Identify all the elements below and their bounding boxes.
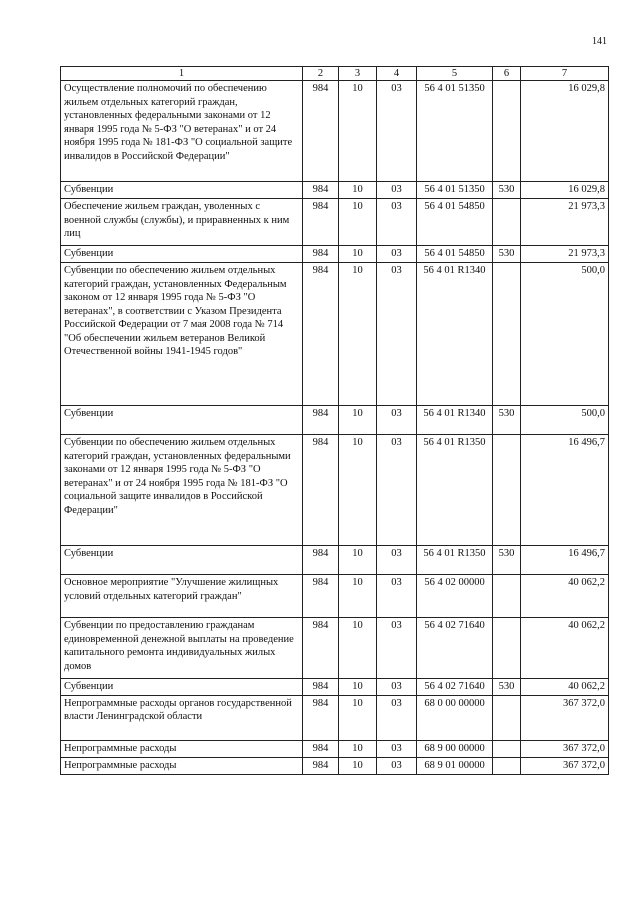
cell-subsection: 03	[377, 757, 417, 774]
cell-subsection: 03	[377, 575, 417, 618]
cell-description: Субвенции	[61, 679, 303, 695]
cell-amount: 367 372,0	[521, 740, 609, 757]
cell-expense-type: 530	[493, 679, 521, 695]
cell-target-article: 56 4 01 51350	[417, 182, 493, 199]
cell-ministry-code: 984	[303, 679, 339, 695]
cell-amount: 16 496,7	[521, 435, 609, 546]
budget-table	[60, 66, 609, 775]
cell-subsection: 03	[377, 618, 417, 679]
header-col-3: 3	[339, 67, 377, 81]
cell-section: 10	[339, 435, 377, 546]
cell-ministry-code: 984	[303, 246, 339, 263]
cell-description: Осуществление полномочий по обеспечению жильем отдельных категорий граждан, установленных федеральными законами от 12 января 1995 года № 5-ФЗ "О ветеранах" и от 24 ноября 1995 года № 181-ФЗ "О социальной защите инвалидов в Российской Федерации"	[61, 81, 303, 182]
cell-subsection: 03	[377, 81, 417, 182]
cell-expense-type: 530	[493, 546, 521, 575]
cell-section: 10	[339, 546, 377, 575]
cell-subsection: 03	[377, 740, 417, 757]
cell-target-article: 56 4 01 R1340	[417, 263, 493, 406]
cell-section: 10	[339, 618, 377, 679]
cell-amount: 21 973,3	[521, 199, 609, 246]
table-row	[61, 435, 609, 546]
cell-target-article: 56 4 01 54850	[417, 199, 493, 246]
table-header-row	[61, 67, 609, 81]
cell-section: 10	[339, 757, 377, 774]
cell-target-article: 56 4 01 R1350	[417, 546, 493, 575]
header-col-2: 2	[303, 67, 339, 81]
cell-amount: 40 062,2	[521, 618, 609, 679]
cell-expense-type	[493, 618, 521, 679]
cell-ministry-code: 984	[303, 406, 339, 435]
cell-section: 10	[339, 246, 377, 263]
cell-expense-type	[493, 263, 521, 406]
cell-expense-type	[493, 81, 521, 182]
cell-target-article: 68 0 00 00000	[417, 695, 493, 740]
cell-description: Субвенции по обеспечению жильем отдельных категорий граждан, установленных Федеральным законом от 12 января 1995 года № 5-ФЗ "О ветеранах", в соответствии с Указом Президента Российской Федерации от 7 мая 2008 года № 714 "Об обеспечении жильем ветеранов Великой Отечественной войны 1941-1945 годов"	[61, 263, 303, 406]
cell-subsection: 03	[377, 263, 417, 406]
cell-amount: 16 029,8	[521, 81, 609, 182]
cell-ministry-code: 984	[303, 435, 339, 546]
cell-subsection: 03	[377, 679, 417, 695]
page-number: 141	[592, 36, 607, 47]
cell-target-article: 68 9 01 00000	[417, 757, 493, 774]
cell-section: 10	[339, 575, 377, 618]
table-row	[61, 695, 609, 740]
cell-description: Субвенции	[61, 246, 303, 263]
cell-amount: 16 496,7	[521, 546, 609, 575]
cell-section: 10	[339, 679, 377, 695]
cell-section: 10	[339, 81, 377, 182]
table-row	[61, 246, 609, 263]
cell-amount: 40 062,2	[521, 679, 609, 695]
cell-description: Субвенции	[61, 182, 303, 199]
cell-expense-type: 530	[493, 246, 521, 263]
cell-section: 10	[339, 740, 377, 757]
cell-ministry-code: 984	[303, 695, 339, 740]
table-row	[61, 182, 609, 199]
cell-section: 10	[339, 263, 377, 406]
cell-amount: 367 372,0	[521, 695, 609, 740]
cell-target-article: 56 4 02 00000	[417, 575, 493, 618]
cell-description: Непрограммные расходы	[61, 757, 303, 774]
table-row	[61, 199, 609, 246]
cell-section: 10	[339, 406, 377, 435]
cell-ministry-code: 984	[303, 81, 339, 182]
header-col-1: 1	[61, 67, 303, 81]
cell-subsection: 03	[377, 199, 417, 246]
cell-subsection: 03	[377, 182, 417, 199]
cell-amount: 367 372,0	[521, 757, 609, 774]
cell-subsection: 03	[377, 695, 417, 740]
cell-target-article: 56 4 01 54850	[417, 246, 493, 263]
header-col-5: 5	[417, 67, 493, 81]
cell-expense-type	[493, 740, 521, 757]
cell-target-article: 56 4 02 71640	[417, 679, 493, 695]
table-row	[61, 575, 609, 618]
cell-target-article: 56 4 02 71640	[417, 618, 493, 679]
table-row	[61, 757, 609, 774]
table-body	[61, 81, 609, 774]
cell-target-article: 56 4 01 51350	[417, 81, 493, 182]
cell-description: Субвенции	[61, 546, 303, 575]
table-row	[61, 81, 609, 182]
cell-ministry-code: 984	[303, 740, 339, 757]
cell-amount: 500,0	[521, 406, 609, 435]
cell-description: Субвенции по обеспечению жильем отдельных категорий граждан, установленных федеральными законами от 12 января 1995 года № 5-ФЗ "О ветеранах" и от 24 ноября 1995 года № 181-ФЗ "О социальной защите инвалидов в Российской Федерации"	[61, 435, 303, 546]
cell-section: 10	[339, 182, 377, 199]
cell-expense-type: 530	[493, 182, 521, 199]
table-row	[61, 406, 609, 435]
cell-amount: 40 062,2	[521, 575, 609, 618]
cell-amount: 500,0	[521, 263, 609, 406]
cell-subsection: 03	[377, 246, 417, 263]
cell-description: Субвенции по предоставлению гражданам единовременной денежной выплаты на проведение капитального ремонта индивидуальных жилых домов	[61, 618, 303, 679]
cell-expense-type	[493, 199, 521, 246]
cell-amount: 21 973,3	[521, 246, 609, 263]
table-row	[61, 618, 609, 679]
cell-expense-type	[493, 695, 521, 740]
cell-ministry-code: 984	[303, 575, 339, 618]
cell-ministry-code: 984	[303, 182, 339, 199]
header-col-7: 7	[521, 67, 609, 81]
cell-subsection: 03	[377, 406, 417, 435]
cell-subsection: 03	[377, 546, 417, 575]
cell-ministry-code: 984	[303, 263, 339, 406]
table-row	[61, 263, 609, 406]
cell-target-article: 68 9 00 00000	[417, 740, 493, 757]
header-col-6: 6	[493, 67, 521, 81]
cell-expense-type: 530	[493, 406, 521, 435]
cell-amount: 16 029,8	[521, 182, 609, 199]
cell-ministry-code: 984	[303, 546, 339, 575]
header-col-4: 4	[377, 67, 417, 81]
cell-section: 10	[339, 695, 377, 740]
cell-target-article: 56 4 01 R1340	[417, 406, 493, 435]
cell-expense-type	[493, 575, 521, 618]
cell-subsection: 03	[377, 435, 417, 546]
cell-description: Непрограммные расходы органов государственной власти Ленинградской области	[61, 695, 303, 740]
cell-description: Непрограммные расходы	[61, 740, 303, 757]
cell-description: Обеспечение жильем граждан, уволенных с военной службы (службы), и приравненных к ним лиц	[61, 199, 303, 246]
cell-section: 10	[339, 199, 377, 246]
cell-ministry-code: 984	[303, 199, 339, 246]
cell-ministry-code: 984	[303, 618, 339, 679]
cell-description: Субвенции	[61, 406, 303, 435]
cell-ministry-code: 984	[303, 757, 339, 774]
table-row	[61, 740, 609, 757]
cell-expense-type	[493, 435, 521, 546]
cell-description: Основное мероприятие "Улучшение жилищных условий отдельных категорий граждан"	[61, 575, 303, 618]
cell-expense-type	[493, 757, 521, 774]
table-row	[61, 546, 609, 575]
cell-target-article: 56 4 01 R1350	[417, 435, 493, 546]
table-row	[61, 679, 609, 695]
